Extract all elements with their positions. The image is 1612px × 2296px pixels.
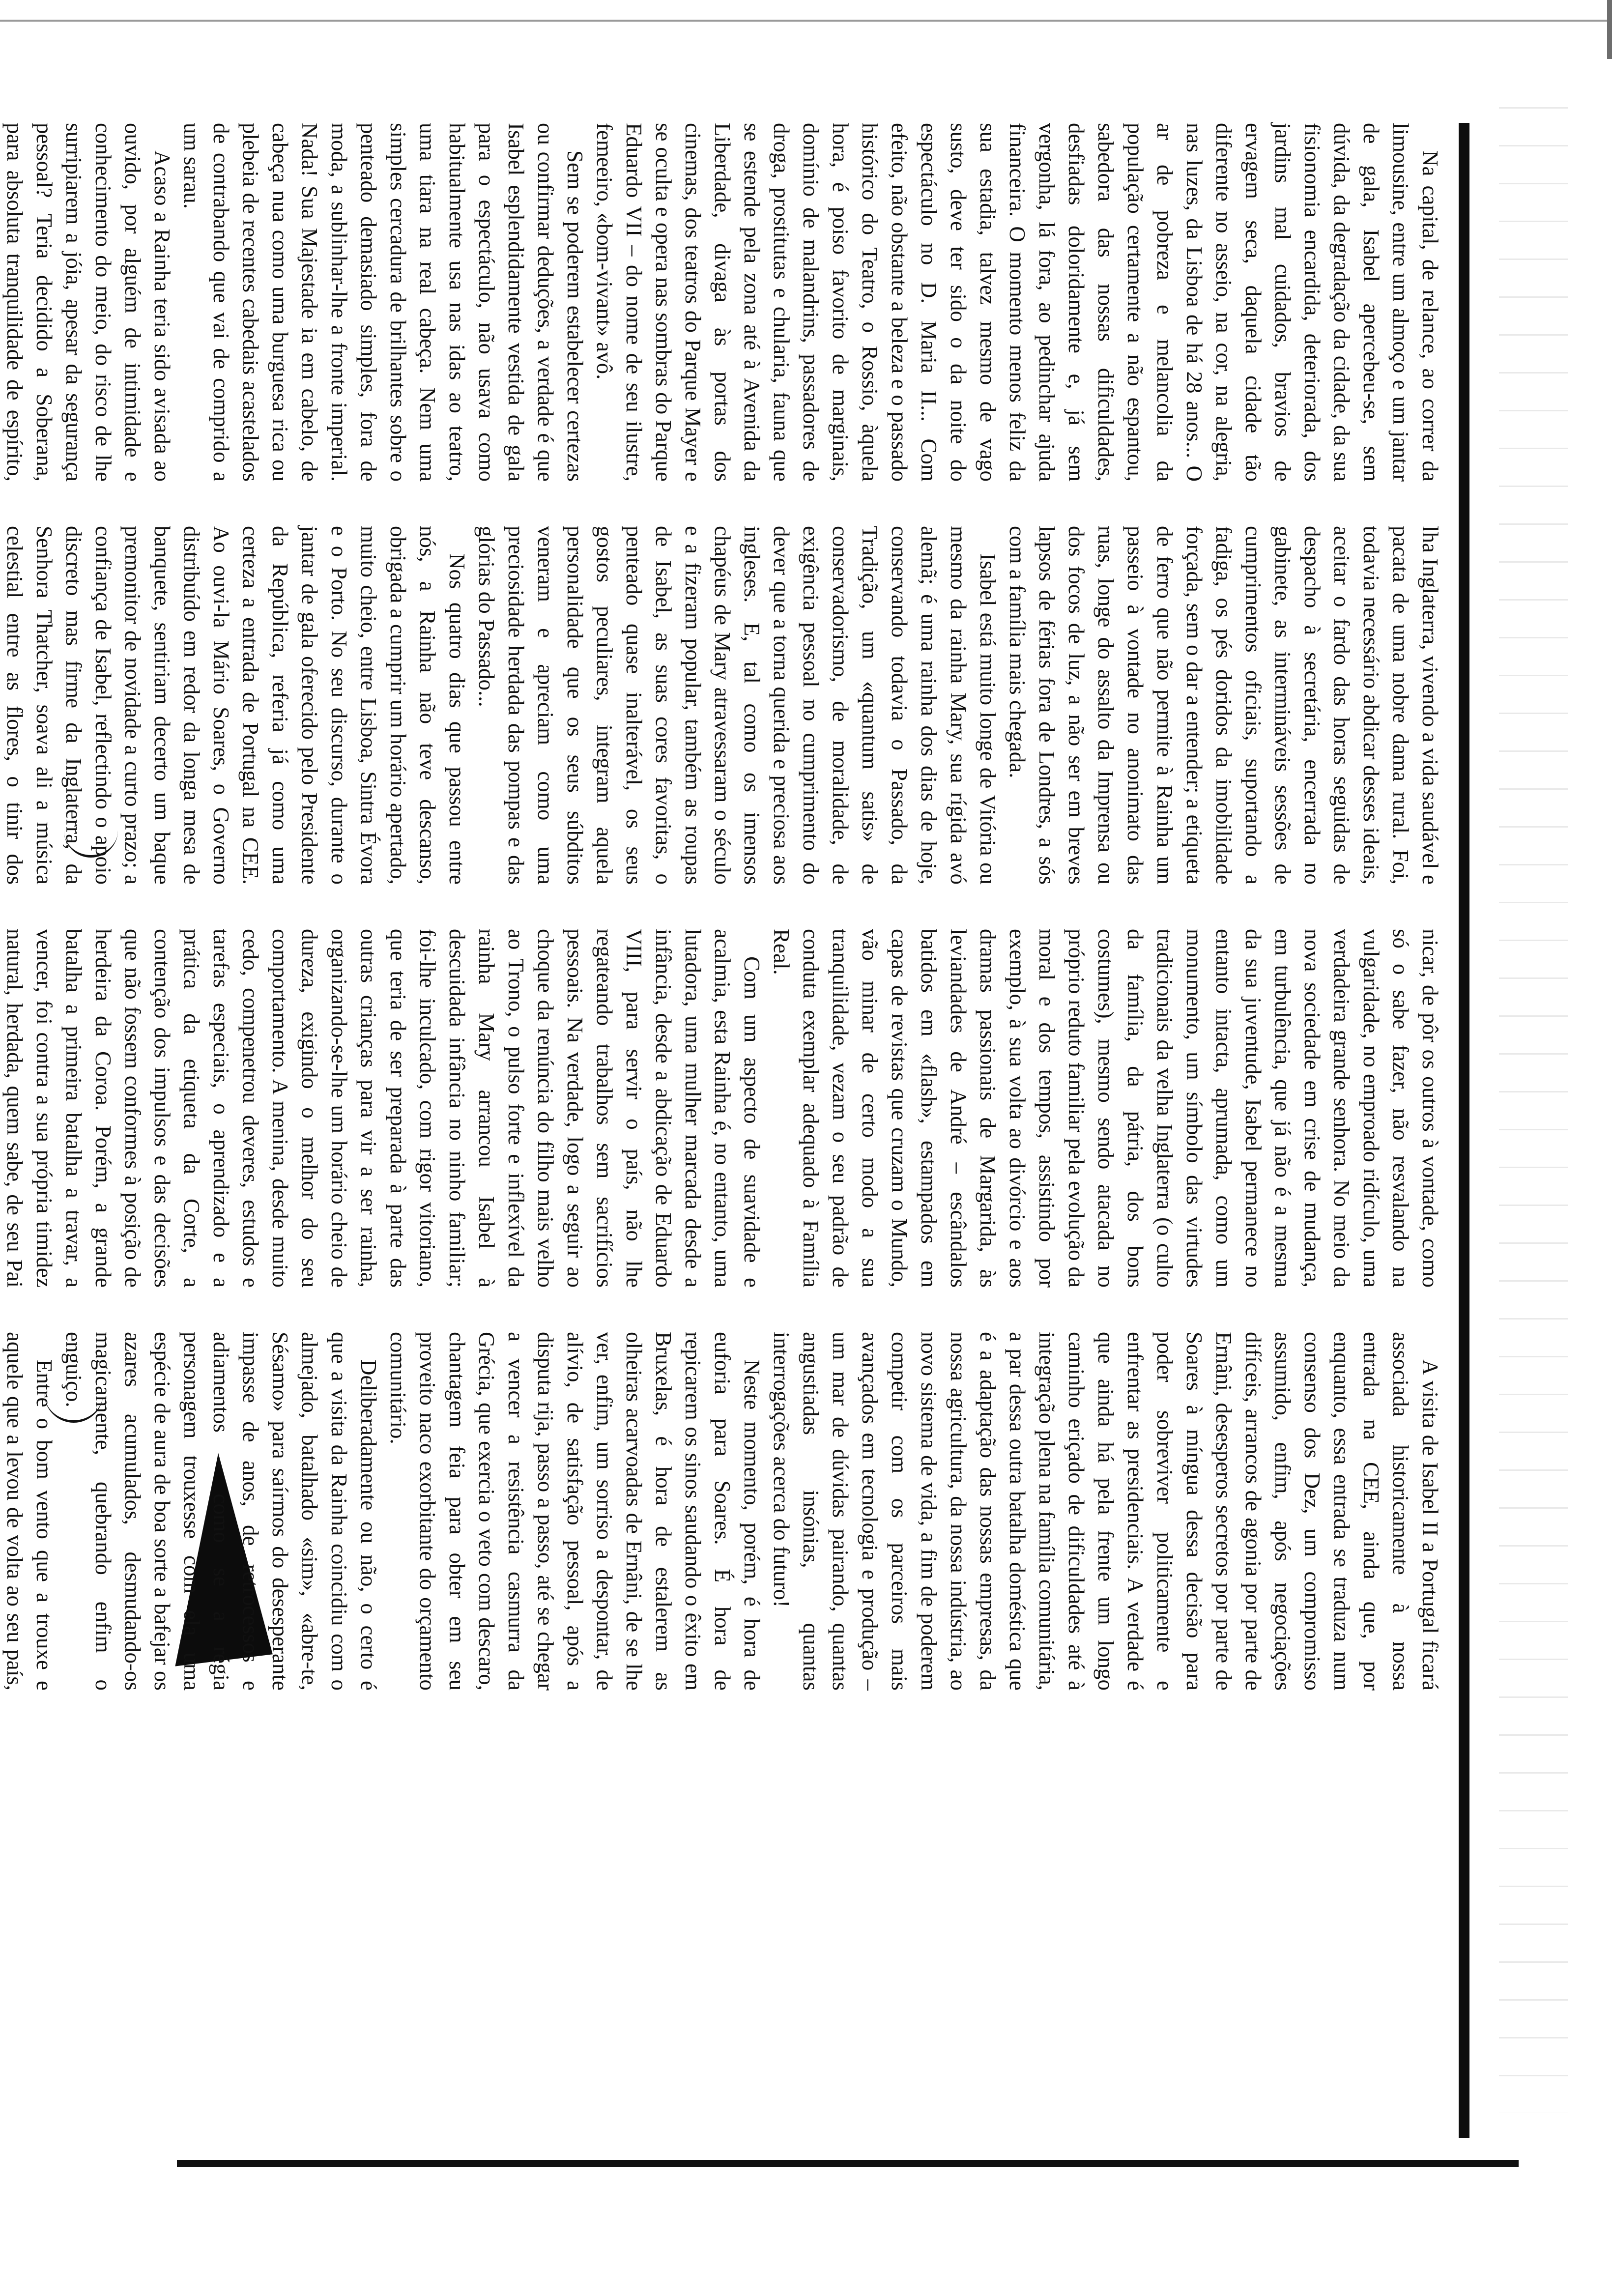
rotated-article bbox=[2, 123, 1469, 2138]
article-column-2 bbox=[0, 526, 1445, 885]
corner-scan-mark bbox=[1607, 0, 1612, 59]
top-scan-rule bbox=[0, 20, 1612, 22]
scan-edge-noise bbox=[1499, 88, 1568, 2113]
paragraph: Deliberadamente ou não, o certo é que a visita da Rainha coincidiu com o almejado, batalhado «sim», «abre-te, Sésamo» para saírmos do desesperante impasse de anos, de retrocessos e adiamentos – como se a régia personagem trouxesse com ela uma espécie de aura de boa sorte a bafejar os azares acumulados, desmudando-os magicamente, quebrando enfim o enguiço. bbox=[61, 1332, 381, 1691]
paragraph: Na capital, de relance, ao correr da limousine, entre um almoço e um jantar de gala, Isabel apercebeu-se, sem dúvida, da degradação da cidade, da sua fisionomia encardida, deteriorada, dos jardins mal cuidados, bravios de ervagem seca, daquela cidade tão diferente no asseio, na cor, na alegria, nas luzes, da Lisboa de há 28 anos... O ar de pobreza e melancolia da população certamente a não espantou, sabedora das nossas dificuldades, desfiadas doloridamente e, já sem vergonha, lá fora, ao pedinchar ajuda financeira. O momento menos feliz da sua estadia, talvez mesmo de vago susto, deve ter sido o da noite do espectáculo no D. Maria II... Com efeito, não obstante a beleza e o passado histórico do Teatro, o Rossio, àquela hora, é poiso favorito de marginais, domínio de malandrins, passadores de droga, prostitutas e chularia, fauna que se estende pela zona até à Avenida da Liberdade, divaga às portas dos cinemas, dos teatros do Parque Mayer e se oculta e opera nas sombras do Parque Eduardo VII – do nome de seu ilustre, femeeiro, «bom-vivant» avô. bbox=[592, 123, 1442, 482]
article-column-3 bbox=[0, 929, 1445, 1288]
article-column-4 bbox=[0, 1332, 1445, 1691]
article-column-1 bbox=[0, 123, 1445, 482]
paragraph: Entre o bom vento que a trouxe e aquele que a levou de volta ao seu país, bbox=[2, 1332, 57, 1691]
paragraph: A visita de Isabel II a Portugal ficará associada historicamente à nossa entrada na CEE, ainda que, por enquanto, essa entrada se traduza num consenso dos Dez, um compromisso assumido, enfim, após negociações difíceis, arrancos de agonia por parte de Ernâni, desesperos secretos por parte de Soares à míngua dessa decisão para poder sobreviver politicamente e enfrentar as presidenciais. A verdade é que ainda há pela frente um longo caminho eriçado de dificuldades até à integração plena na família comunitária, a par dessa outra batalha doméstica que é a adaptação das nossas empresas, da nossa agricultura, da nossa indústria, ao novo sistema de vida, a fim de poderem competir com os parceiros mais avançados em tecnologia e produção – um mar de dúvidas pairando, quantas angustiadas insónias, quantas interrogações acerca do futuro! bbox=[769, 1332, 1442, 1691]
article-top-rule bbox=[1459, 123, 1469, 2138]
paragraph: Neste momento, porém, é hora de euforia para Soares. É hora de repicarem os sinos saudando o êxito em Bruxelas, é hora de estalerem as olheiras acarvoadas de Ernâni, de se lhe ver, enfim, um sorriso a despontar, de alívio, de satisfação pessoal, após a disputa rija, passo a passo, até se chegar a vencer a resistência casmurra da Grécia, que exercia o veto com descaro, chantagem feia para obter em seu proveito naco exorbitante do orçamento comunitário. bbox=[386, 1332, 764, 1691]
paragraph: lha Inglaterra, vivendo a vida saudável e pacata de uma nobre dama rural. Foi, todavia necessário abdicar desses ideais, aceitar o fardo das horas seguidas de despacho à secretária, encerrada no gabinete, as intermináveis sessões de cumprimentos oficiais, suportando a fadiga, os pés doridos da imobilidade forçada, sem o dar a entender; a etiqueta de ferro que não permite à Rainha um passeio à vontade no anonimato das ruas, longe do assalto da Imprensa ou dos focos de luz, a não ser em breves lapsos de férias fora de Londres, a sós com a família mais chegada. bbox=[1005, 526, 1442, 885]
paragraph: Isabel está muito longe de Vitória ou mesmo da rainha Mary, sua rígida avó alemã; é uma rainha dos dias de hoje, conservando todavia o Passado, da Tradição, um «quantum satis» de conservadorismo, de moralidade, de exigência pessoal no cumprimento do dever que a torna querida e preciosa aos ingleses. E, tal como os imensos chapéus de Mary atravessaram o século e a fizeram popular, também as roupas de Isabel, as suas cores favoritas, o penteado quase inalterável, os seus gostos peculiares, integram aquela personalidade que os seus súbditos veneram e apreciam como uma preciosidade herdada das pompas e das glórias do Passado... bbox=[474, 526, 1000, 885]
paragraph: Acaso a Rainha teria sido avisada ao ouvido, por alguém de intimidade e conhecimento do meio, do risco de lhe surripiarem a jóia, apesar da segurança pessoal? Teria decidido a Soberana, para absoluta tranquilidade de espírito, bbox=[2, 123, 174, 482]
paragraph: nicar, de pôr os outros à vontade, como só o sabe fazer, não resvalando na vulgaridade, no emproado ridículo, uma verdadeira grande senhora. No meio da nova sociedade em crise de mudança, em turbulência, que já não é a mesma da sua juventude, Isabel permanece no entanto intacta, aprumada, como um monumento, um símbolo das virtudes tradicionais da velha Inglaterra (o culto da família, da pátria, dos bons costumes), mesmo sendo atacada no próprio reduto familiar pela evolução da moral e dos tempos, assistindo por exemplo, à sua volta ao divórcio e aos dramas passionais de Margarida, às leviandades de André – escândalos batidos em «flash», estampados em capas de revistas que cruzam o Mundo, vão minar de certo modo a sua tranquilidade, vezam o seu padrão de conduta exemplar adequado à Família Real. bbox=[769, 929, 1442, 1288]
paragraph: Com um aspecto de suavidade e acalmia, esta Rainha é, no entanto, uma lutadora, uma mulher marcada desde a infância, desde a abdicação de Eduardo VIII, para servir o país, não lhe regateando trabalhos sem sacrifícios pessoais. Na verdade, logo a seguir ao choque da renúncia do filho mais velho ao Trono, o pulso forte e inflexível da rainha Mary arrancou Isabel à descuidada infância no ninho familiar; foi-lhe inculcado, com rigor vitoriano, que teria de ser preparada à parte das outras crianças para vir a ser rainha, organizando-se-lhe um horário cheio de dureza, exigindo o melhor do seu comportamento. A menina, desde muito cedo, compenetrou deveres, estudos e tarefas especiais, o aprendizado e a prática da etiqueta da Corte, a contenção dos impulsos e das decisões que não fossem conformes à posição de herdeira da Coroa. Porém, a grande batalha a primeira batalha a travar, a vencer, foi contra a sua própria timidez natural, herdada, quem sabe, de seu Pai bbox=[2, 929, 764, 1288]
bottom-article-rule bbox=[177, 2160, 1519, 2167]
paragraph: Sem se poderem estabelecer certezas ou confirmar deduções, a verdade é que Isabel esplendidamente vestida de gala para o espectáculo, não usava como habitualmente usa nas idas ao teatro, uma tiara na real cabeça. Nem uma simples cercadura de brilhantes sobre o penteado demasiado simples, fora de moda, a sublinhar-lhe a fronte imperial. Nada! Sua Majestade ia em cabelo, de cabeça nua como uma burguesa rica ou plebeia de recentes cabedais acastelados de contrabando que vai de comprido a um sarau. bbox=[179, 123, 587, 482]
paragraph: Nos quatro dias que passou entre nós, a Rainha não teve descanso, obrigada a cumprir um horário apertado, muito cheio, entre Lisboa, Sintra Évora e o Porto. No seu discurso, durante o jantar de gala oferecido pelo Presidente da República, referia já como uma certeza a entrada de Portugal na CEE. Ao ouvi-la Mário Soares, o Governo distribuído em redor da longa mesa de banquete, sentiriam decerto um baque premonitor de novidade a curto prazo; a confiança de Isabel, reflectindo o apoio discreto mas firme da Inglaterra, da Senhora Thatcher, soava ali a música celestial entre as flores, o tinir dos bbox=[2, 526, 469, 885]
